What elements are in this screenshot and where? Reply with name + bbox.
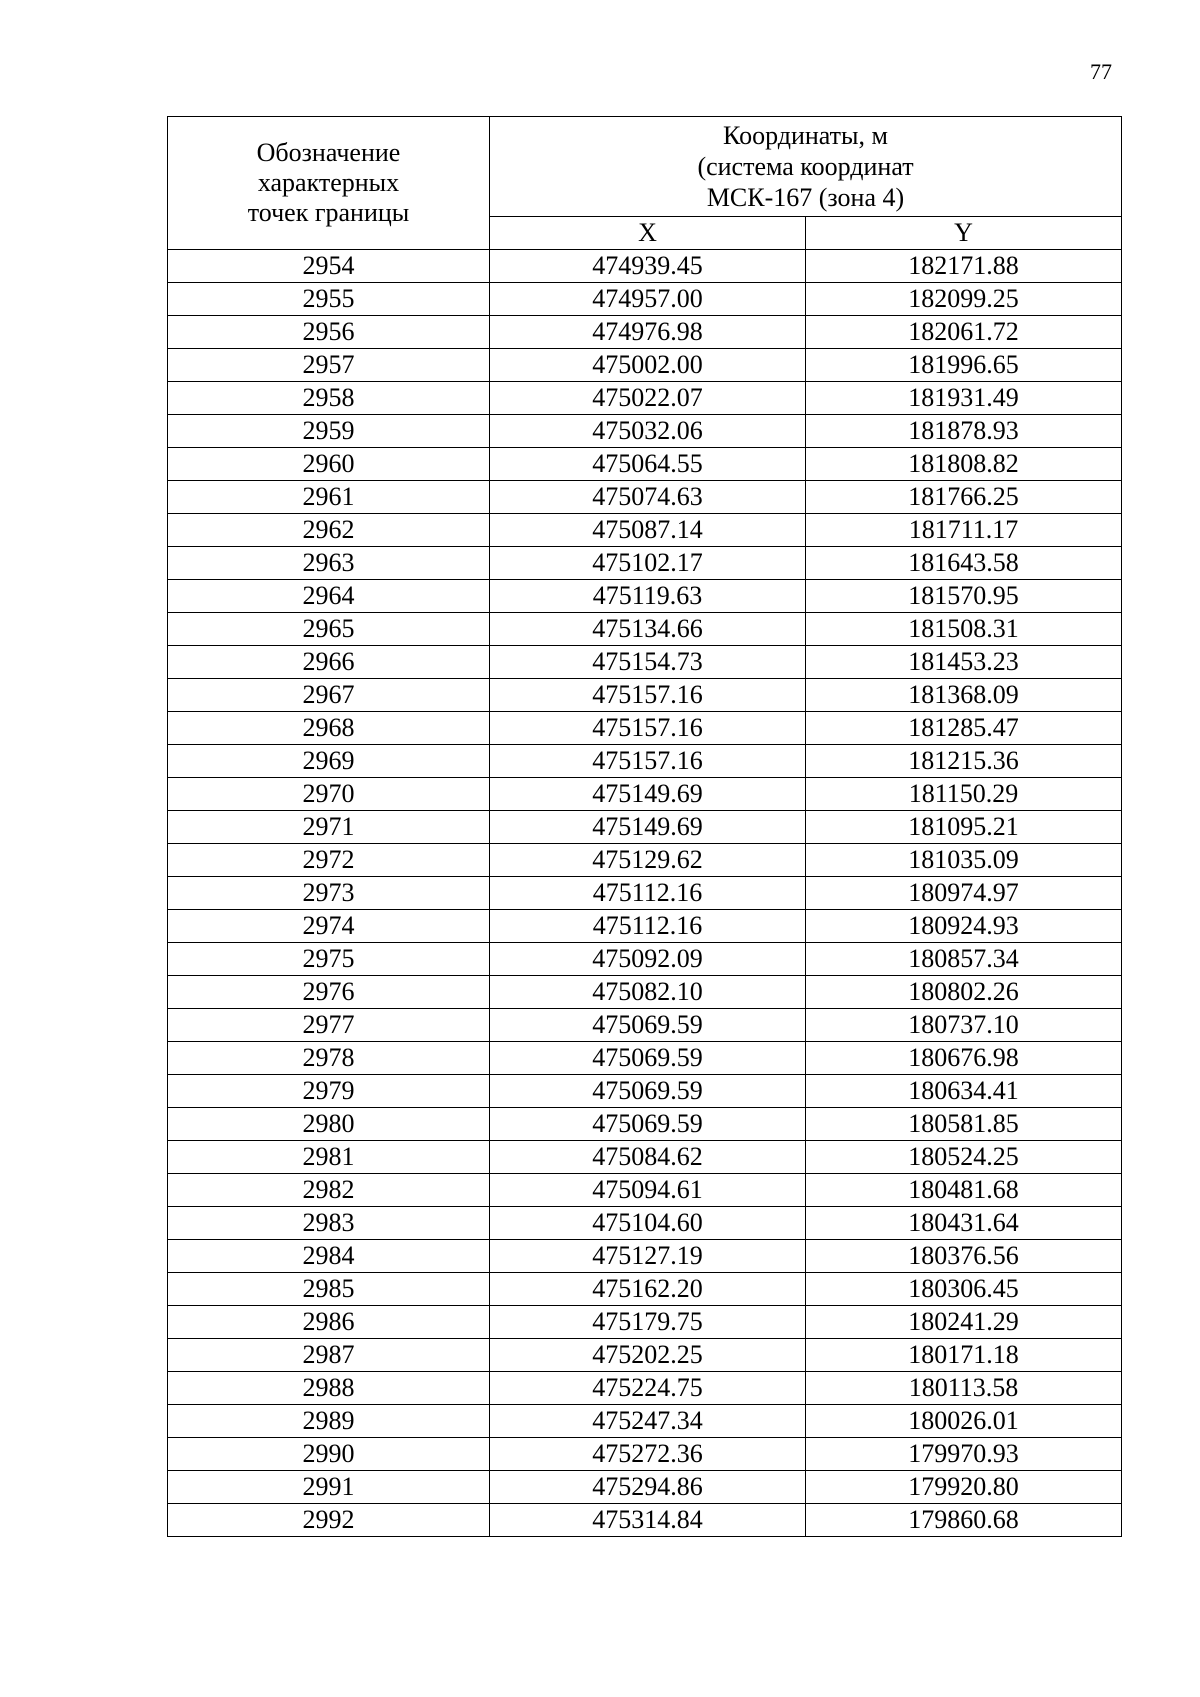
x-coordinate-cell: 475102.17 [490, 547, 806, 580]
point-id-cell: 2973 [168, 877, 490, 910]
y-axis-header: Y [806, 217, 1122, 250]
point-id-cell: 2957 [168, 349, 490, 382]
y-coordinate-cell: 180171.18 [806, 1339, 1122, 1372]
y-coordinate-cell: 182099.25 [806, 283, 1122, 316]
table-row [168, 646, 1122, 679]
y-coordinate-cell: 180524.25 [806, 1141, 1122, 1174]
table-row [168, 1240, 1122, 1273]
table-row [168, 1405, 1122, 1438]
x-coordinate-cell: 475179.75 [490, 1306, 806, 1339]
table-row [168, 1306, 1122, 1339]
point-id-cell: 2960 [168, 448, 490, 481]
x-coordinate-cell: 475272.36 [490, 1438, 806, 1471]
point-label-line: характерных [257, 168, 400, 197]
table-row [168, 1372, 1122, 1405]
x-coordinate-cell: 475162.20 [490, 1273, 806, 1306]
x-coordinate-cell: 475069.59 [490, 1108, 806, 1141]
table-row [168, 844, 1122, 877]
point-id-cell: 2955 [168, 283, 490, 316]
table-row [168, 1042, 1122, 1075]
y-coordinate-cell: 181215.36 [806, 745, 1122, 778]
table-row [168, 1141, 1122, 1174]
y-coordinate-cell: 181996.65 [806, 349, 1122, 382]
x-coordinate-cell: 475064.55 [490, 448, 806, 481]
x-coordinate-cell: 475022.07 [490, 382, 806, 415]
coordinates-header [490, 117, 1122, 217]
x-coordinate-cell: 475094.61 [490, 1174, 806, 1207]
x-coordinate-cell: 475129.62 [490, 844, 806, 877]
y-coordinate-cell: 179970.93 [806, 1438, 1122, 1471]
table-row [168, 1009, 1122, 1042]
table-row [168, 1438, 1122, 1471]
x-coordinate-cell: 475149.69 [490, 778, 806, 811]
y-coordinate-cell: 181285.47 [806, 712, 1122, 745]
point-id-cell: 2978 [168, 1042, 490, 1075]
point-id-cell: 2968 [168, 712, 490, 745]
point-id-cell: 2976 [168, 976, 490, 1009]
point-id-cell: 2975 [168, 943, 490, 976]
y-coordinate-cell: 181570.95 [806, 580, 1122, 613]
x-coordinate-cell: 474939.45 [490, 250, 806, 283]
y-coordinate-cell: 180802.26 [806, 976, 1122, 1009]
x-coordinate-cell: 475314.84 [490, 1504, 806, 1537]
coordinates-table [167, 116, 1122, 1537]
y-coordinate-cell: 180481.68 [806, 1174, 1122, 1207]
x-coordinate-cell: 475074.63 [490, 481, 806, 514]
table-row [168, 547, 1122, 580]
table-row [168, 745, 1122, 778]
point-id-cell: 2992 [168, 1504, 490, 1537]
y-coordinate-cell: 181711.17 [806, 514, 1122, 547]
table-row [168, 481, 1122, 514]
point-label-line: Обозначение [256, 138, 401, 167]
x-coordinate-cell: 475084.62 [490, 1141, 806, 1174]
table-row [168, 415, 1122, 448]
table-row [168, 943, 1122, 976]
point-id-cell: 2958 [168, 382, 490, 415]
point-id-cell: 2989 [168, 1405, 490, 1438]
table-row [168, 1207, 1122, 1240]
y-coordinate-cell: 181643.58 [806, 547, 1122, 580]
table-row [168, 1174, 1122, 1207]
table-row [168, 679, 1122, 712]
point-id-cell: 2980 [168, 1108, 490, 1141]
point-id-cell: 2963 [168, 547, 490, 580]
table-row [168, 1471, 1122, 1504]
y-coordinate-cell: 180974.97 [806, 877, 1122, 910]
y-coordinate-cell: 180581.85 [806, 1108, 1122, 1141]
x-coordinate-cell: 475247.34 [490, 1405, 806, 1438]
x-coordinate-cell: 475112.16 [490, 877, 806, 910]
x-coordinate-cell: 474957.00 [490, 283, 806, 316]
y-coordinate-cell: 182061.72 [806, 316, 1122, 349]
point-id-cell: 2969 [168, 745, 490, 778]
x-coordinate-cell: 475119.63 [490, 580, 806, 613]
coordinates-title-line: Координаты, м [723, 121, 888, 150]
table-row [168, 976, 1122, 1009]
page-number: 77 [1090, 59, 1112, 84]
x-coordinate-cell: 475087.14 [490, 514, 806, 547]
point-id-cell: 2961 [168, 481, 490, 514]
y-coordinate-cell: 180241.29 [806, 1306, 1122, 1339]
x-coordinate-cell: 474976.98 [490, 316, 806, 349]
point-id-cell: 2970 [168, 778, 490, 811]
x-coordinate-cell: 475157.16 [490, 745, 806, 778]
table-row [168, 514, 1122, 547]
point-id-cell: 2987 [168, 1339, 490, 1372]
point-id-cell: 2983 [168, 1207, 490, 1240]
x-coordinate-cell: 475157.16 [490, 679, 806, 712]
table-row [168, 250, 1122, 283]
y-coordinate-cell: 180857.34 [806, 943, 1122, 976]
table-row [168, 580, 1122, 613]
x-coordinate-cell: 475112.16 [490, 910, 806, 943]
point-id-cell: 2979 [168, 1075, 490, 1108]
y-coordinate-cell: 180924.93 [806, 910, 1122, 943]
coordinates-title-line: (система координат [697, 152, 914, 181]
table-header [168, 117, 1122, 250]
y-coordinate-cell: 181508.31 [806, 613, 1122, 646]
point-id-cell: 2991 [168, 1471, 490, 1504]
table-row [168, 778, 1122, 811]
y-coordinate-cell: 180113.58 [806, 1372, 1122, 1405]
x-coordinate-cell: 475127.19 [490, 1240, 806, 1273]
point-label-header [168, 117, 490, 250]
table-row [168, 1075, 1122, 1108]
point-id-cell: 2962 [168, 514, 490, 547]
point-id-cell: 2972 [168, 844, 490, 877]
point-id-cell: 2988 [168, 1372, 490, 1405]
x-coordinate-cell: 475002.00 [490, 349, 806, 382]
table-row [168, 382, 1122, 415]
point-id-cell: 2986 [168, 1306, 490, 1339]
table-row [168, 349, 1122, 382]
y-coordinate-cell: 180737.10 [806, 1009, 1122, 1042]
x-coordinate-cell: 475157.16 [490, 712, 806, 745]
y-coordinate-cell: 180676.98 [806, 1042, 1122, 1075]
x-coordinate-cell: 475104.60 [490, 1207, 806, 1240]
table-row [168, 910, 1122, 943]
y-coordinate-cell: 180634.41 [806, 1075, 1122, 1108]
point-id-cell: 2954 [168, 250, 490, 283]
table-body [168, 250, 1122, 1537]
x-coordinate-cell: 475069.59 [490, 1075, 806, 1108]
table-row [168, 712, 1122, 745]
point-id-cell: 2985 [168, 1273, 490, 1306]
point-id-cell: 2967 [168, 679, 490, 712]
y-coordinate-cell: 180026.01 [806, 1405, 1122, 1438]
x-coordinate-cell: 475224.75 [490, 1372, 806, 1405]
x-coordinate-cell: 475294.86 [490, 1471, 806, 1504]
x-coordinate-cell: 475134.66 [490, 613, 806, 646]
y-coordinate-cell: 179860.68 [806, 1504, 1122, 1537]
y-coordinate-cell: 181095.21 [806, 811, 1122, 844]
x-coordinate-cell: 475149.69 [490, 811, 806, 844]
point-id-cell: 2981 [168, 1141, 490, 1174]
x-coordinate-cell: 475082.10 [490, 976, 806, 1009]
x-coordinate-cell: 475032.06 [490, 415, 806, 448]
point-id-cell: 2966 [168, 646, 490, 679]
y-coordinate-cell: 179920.80 [806, 1471, 1122, 1504]
x-coordinate-cell: 475069.59 [490, 1042, 806, 1075]
y-coordinate-cell: 181368.09 [806, 679, 1122, 712]
table-row [168, 1339, 1122, 1372]
point-id-cell: 2959 [168, 415, 490, 448]
y-coordinate-cell: 181150.29 [806, 778, 1122, 811]
point-id-cell: 2990 [168, 1438, 490, 1471]
table-row [168, 448, 1122, 481]
y-coordinate-cell: 181766.25 [806, 481, 1122, 514]
table-row [168, 1504, 1122, 1537]
point-id-cell: 2964 [168, 580, 490, 613]
y-coordinate-cell: 181931.49 [806, 382, 1122, 415]
coordinates-title-line: МСК-167 (зона 4) [706, 183, 905, 212]
y-coordinate-cell: 180431.64 [806, 1207, 1122, 1240]
point-label-line: точек границы [247, 198, 410, 227]
table-row [168, 1273, 1122, 1306]
y-coordinate-cell: 181035.09 [806, 844, 1122, 877]
point-id-cell: 2956 [168, 316, 490, 349]
table-row [168, 811, 1122, 844]
table-row [168, 1108, 1122, 1141]
y-coordinate-cell: 181808.82 [806, 448, 1122, 481]
table-row [168, 613, 1122, 646]
point-id-cell: 2984 [168, 1240, 490, 1273]
x-axis-header: X [490, 217, 806, 250]
y-coordinate-cell: 181453.23 [806, 646, 1122, 679]
table-row [168, 316, 1122, 349]
y-coordinate-cell: 180376.56 [806, 1240, 1122, 1273]
x-coordinate-cell: 475202.25 [490, 1339, 806, 1372]
table-row [168, 877, 1122, 910]
point-id-cell: 2977 [168, 1009, 490, 1042]
y-coordinate-cell: 180306.45 [806, 1273, 1122, 1306]
point-id-cell: 2982 [168, 1174, 490, 1207]
point-id-cell: 2965 [168, 613, 490, 646]
y-coordinate-cell: 181878.93 [806, 415, 1122, 448]
table-row [168, 283, 1122, 316]
x-coordinate-cell: 475154.73 [490, 646, 806, 679]
point-id-cell: 2974 [168, 910, 490, 943]
y-coordinate-cell: 182171.88 [806, 250, 1122, 283]
point-id-cell: 2971 [168, 811, 490, 844]
x-coordinate-cell: 475092.09 [490, 943, 806, 976]
x-coordinate-cell: 475069.59 [490, 1009, 806, 1042]
